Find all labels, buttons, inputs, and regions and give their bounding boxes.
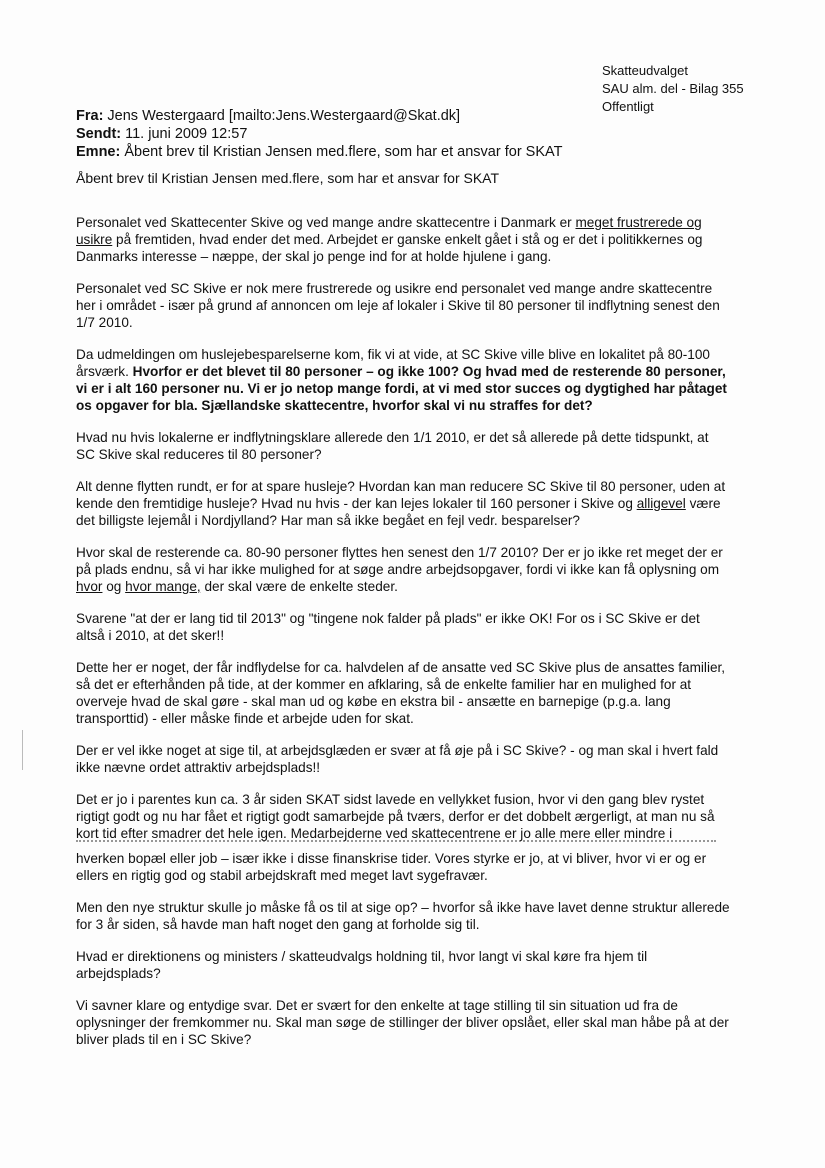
subject-row bbox=[76, 143, 796, 161]
p6-text-mid: og bbox=[102, 579, 126, 594]
paragraph-8: Dette her er noget, der får indflydelse for ca. halvdelen af de ansatte ved SC Skive plus de ansattes familier, så det er efterhånden på tide, at der kommer en afklaring, så de enkelte familier har en mulighed for at overveje hvad de skal gøre - skal man ud og købe en ekstra bil - ansætte en barnepige (p.g.a. lang transporttid) - eller måske finde et arbejde uden for skat. bbox=[76, 660, 726, 726]
from-value: Jens Westergaard [mailto:Jens.Westergaard@Skat.dk] bbox=[107, 108, 461, 124]
subject-value: Åbent brev til Kristian Jensen med.flere, som har et ansvar for SKAT bbox=[124, 144, 563, 160]
sent-value: 11. juni 2009 12:57 bbox=[125, 126, 248, 142]
stamp-reference: SAU alm. del - Bilag 355 bbox=[602, 81, 744, 96]
p6-text-end: der skal være de enkelte steder. bbox=[200, 579, 398, 594]
paragraph-3 bbox=[76, 346, 731, 414]
paragraph-13: Vi savner klare og entydige svar. Det er svært for den enkelte at tage stilling til sin situation ud fra de oplysninger der fremkommer nu. Skal man søge de stillinger der bliver opslået, eller skal man håbe på at der bliver plads til en i SC Skive? bbox=[76, 998, 729, 1047]
p5-text-end: være det billigste lejemål i Nordjylland? Har man så ikke begået en fejl vedr. besparelser? bbox=[76, 496, 721, 528]
p6-underlined-1: hvor bbox=[76, 579, 103, 594]
sent-label: Sendt: bbox=[76, 126, 122, 142]
scan-margin-mark bbox=[22, 730, 23, 770]
paragraph-7: Svarene "at der er lang tid til 2013" og "tingene nok falder på plads" er ikke OK! For os i SC Skive er det altså i 2010, at det sker!! bbox=[76, 611, 700, 643]
paragraph-6 bbox=[76, 544, 731, 595]
stamp-committee: Skatteudvalget bbox=[602, 63, 689, 78]
from-row bbox=[76, 107, 796, 125]
paragraph-10 bbox=[76, 791, 731, 884]
paragraph-9: Der er vel ikke noget at sige til, at arbejdsglæden er svær at få øje på i SC Skive? - og man skal i hvert fald ikke nævne ordet attraktiv arbejdsplads!! bbox=[76, 743, 719, 775]
paragraph-5 bbox=[76, 478, 731, 529]
paragraph-12: Hvad er direktionens og ministers / skatteudvalgs holdning til, hvor langt vi skal køre fra hjem til arbejdsplads? bbox=[76, 949, 648, 981]
letter-body bbox=[76, 170, 731, 1063]
p1-text-end: på fremtiden, hvad ender det med. Arbejdet er ganske enkelt gået i stå og er det i politikkernes og Danmarks interesse – næppe, der skal jo penge ind for at holde hjulene i gang. bbox=[76, 232, 703, 264]
subject-label: Emne: bbox=[76, 144, 121, 160]
stamp-status: Offentligt bbox=[602, 99, 654, 114]
paragraph-11: Men den nye struktur skulle jo måske få os til at sige op? – hvorfor så ikke have lavet denne struktur allerede for 3 år siden, så havde man haft noget den gang at forholde sig til. bbox=[76, 900, 730, 932]
paragraph-2: Personalet ved SC Skive er nok mere frustrerede og usikre end personalet ved mange andre skattecentre her i området - især på grund af annoncen om leje af lokaler i Skive til 80 personer til indflytning senest den 1/7 2010. bbox=[76, 281, 720, 330]
p10-text: Det er jo i parentes kun ca. 3 år siden SKAT sidst lavede en vellykket fusion, hvor vi den gang blev rystet rigtigt godt og nu har fået et rigtigt godt samarbejde på tværs, derfor er det dobbelt ærgerligt, at man nu så kort tid efter smadrer det hele igen. Medarbejderne ved skattecentrene er jo alle mere eller mindre i bbox=[76, 792, 715, 841]
paragraph-4: Hvad nu hvis lokalerne er indflytningsklare allerede den 1/1 2010, er det så allerede på dette tidspunkt, at SC Skive skal reduceres til 80 personer? bbox=[76, 430, 709, 462]
letter-subject: Åbent brev til Kristian Jensen med.flere, som har et ansvar for SKAT bbox=[76, 170, 500, 186]
p10-text-end: hverken bopæl eller job – især ikke i disse finanskrise tider. Vores styrke er jo, at vi bliver, hvor vi er og er ellers en rigtig god og stabil arbejdskraft med meget lavt sygefravær. bbox=[76, 851, 707, 883]
scan-cut-line bbox=[76, 840, 716, 848]
email-header bbox=[76, 107, 796, 161]
p3-bold: Hvorfor er det blevet til 80 personer – og ikke 100? Og hvad med de resterende 80 personer, vi er i alt 160 personer nu. Vi er jo netop mange fordi, at vi med stor succes og dygtighed har påtaget os opgaver for bla. Sjællandske skattecentre, hvorfor skal vi nu straffes for det? bbox=[76, 364, 727, 413]
p5-text: Alt denne flytten rundt, er for at spare husleje? Hvordan kan man reducere SC Skive til 80 personer, uden at kende den fremtidige husleje? Hvad nu hvis - der kan lejes lokaler til 160 personer i Skive og bbox=[76, 479, 726, 511]
p3-text: Da udmeldingen om huslejebesparelserne kom, fik vi at vide, at SC Skive ville blive en lokalitet på 80-100 årsværk. bbox=[76, 347, 710, 379]
p5-underlined: alligevel bbox=[636, 496, 686, 511]
p6-underlined-2: hvor mange, bbox=[125, 579, 201, 594]
from-label: Fra: bbox=[76, 108, 104, 124]
p1-underlined: meget frustrerede og usikre bbox=[76, 215, 702, 247]
sent-row bbox=[76, 125, 796, 143]
p1-text: Personalet ved Skattecenter Skive og ved mange andre skattecentre i Danmark er bbox=[76, 215, 576, 230]
paragraph-1 bbox=[76, 214, 731, 265]
p6-text: Hvor skal de resterende ca. 80-90 personer flyttes hen senest den 1/7 2010? Der er jo ikke ret meget der er på plads endnu, så vi har ikke mulighed for at søge andre arbejdsopgaver, fordi vi ikke kan få oplysning om bbox=[76, 545, 723, 577]
